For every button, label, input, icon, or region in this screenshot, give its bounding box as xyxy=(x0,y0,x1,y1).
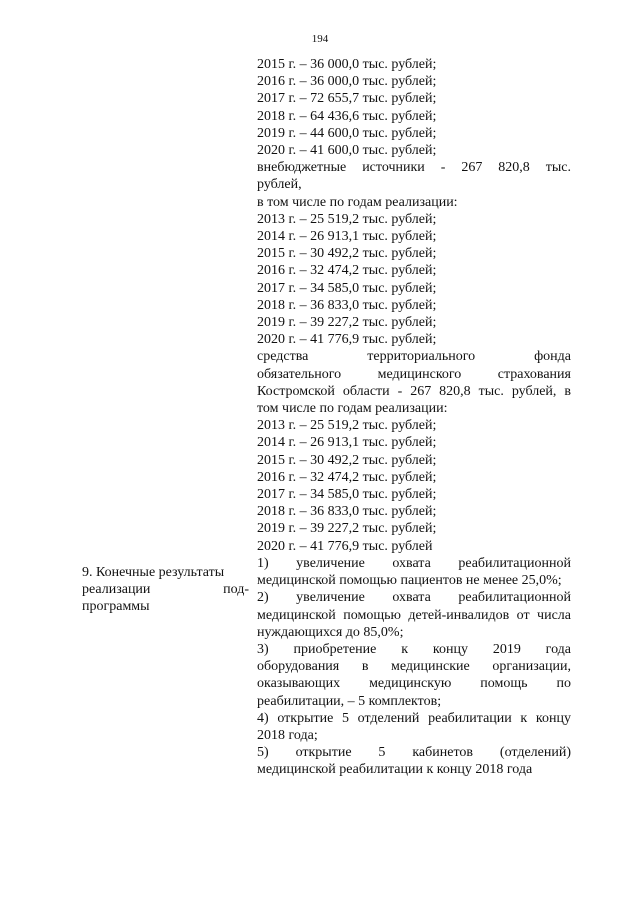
result-item-first-line: 2) увеличение охвата реабилитационной xyxy=(257,590,571,606)
results-label-line: реализации под- xyxy=(82,582,249,598)
result-item-first-line: 5) открытие 5 кабинетов (отделений) xyxy=(257,745,571,761)
funding-year-line: 2018 г. – 64 436,6 тыс. рублей; xyxy=(257,108,437,124)
regional-funding-years xyxy=(257,56,571,159)
result-item-text: медицинской помощью пациентов не менее 25,0%; xyxy=(257,573,562,589)
funding-year-line: 2020 г. – 41 600,0 тыс. рублей; xyxy=(257,143,437,159)
funding-year-line: 2019 г. – 44 600,0 тыс. рублей; xyxy=(257,125,437,141)
result-item-text: медицинской реабилитации к концу 2018 года xyxy=(257,762,533,778)
tfoms-heading: том числе по годам реализации: xyxy=(257,401,448,417)
extrabudget-funding xyxy=(257,159,571,348)
results-list xyxy=(257,555,571,779)
funding-year-line: 2013 г. – 25 519,2 тыс. рублей; xyxy=(257,418,437,434)
result-item xyxy=(257,589,571,641)
extrabudget-heading-cont: рублей, xyxy=(257,177,302,193)
extrabudget-subheading: в том числе по годам реализации: xyxy=(257,194,458,210)
results-label-line: программы xyxy=(82,599,150,615)
tfoms-heading: средства территориального фонда xyxy=(257,349,571,365)
result-item-first-line: 3) приобретение к концу 2019 года xyxy=(257,641,571,657)
funding-year-line: 2014 г. – 26 913,1 тыс. рублей; xyxy=(257,229,437,245)
result-item-text: медицинской помощью детей-инвалидов от числа нуждающихся до 85,0%; xyxy=(257,607,571,640)
funding-year-line: 2015 г. – 30 492,2 тыс. рублей; xyxy=(257,452,437,468)
result-item-text: 2018 года; xyxy=(257,727,318,743)
funding-year-line: 2016 г. – 32 474,2 тыс. рублей; xyxy=(257,263,437,279)
funding-year-line: 2016 г. – 36 000,0 тыс. рублей; xyxy=(257,74,437,90)
result-item xyxy=(257,641,571,710)
funding-year-line: 2020 г. – 41 776,9 тыс. рублей xyxy=(257,538,433,554)
tfoms-funding xyxy=(257,348,571,554)
results-label xyxy=(82,564,249,616)
funding-year-line: 2019 г. – 39 227,2 тыс. рублей; xyxy=(257,315,437,331)
funding-year-line: 2020 г. – 41 776,9 тыс. рублей; xyxy=(257,332,437,348)
funding-year-line: 2015 г. – 30 492,2 тыс. рублей; xyxy=(257,246,437,262)
funding-column xyxy=(257,56,571,779)
funding-year-line: 2018 г. – 36 833,0 тыс. рублей; xyxy=(257,504,437,520)
funding-year-line: 2017 г. – 34 585,0 тыс. рублей; xyxy=(257,487,437,503)
tfoms-heading: Костромской области - 267 820,8 тыс. рублей, в xyxy=(257,383,571,399)
tfoms-heading: обязательного медицинского страхования xyxy=(257,366,571,382)
funding-year-line: 2015 г. – 36 000,0 тыс. рублей; xyxy=(257,57,437,72)
result-item xyxy=(257,710,571,744)
page-number: 194 xyxy=(311,33,329,45)
result-item xyxy=(257,744,571,778)
extrabudget-heading: внебюджетные источники - 267 820,8 тыс. xyxy=(257,160,571,176)
funding-year-line: 2014 г. – 26 913,1 тыс. рублей; xyxy=(257,435,437,451)
funding-year-line: 2019 г. – 39 227,2 тыс. рублей; xyxy=(257,521,437,537)
results-label-line: 9. Конечные результаты xyxy=(82,565,225,580)
funding-year-line: 2013 г. – 25 519,2 тыс. рублей; xyxy=(257,211,437,227)
result-item-first-line: 1) увеличение охвата реабилитационной xyxy=(257,555,571,571)
result-item-text: оборудования в медицинские организации, оказывающих медицинскую помощь по реабилитации, – 5 комплектов; xyxy=(257,659,571,709)
funding-year-line: 2017 г. – 34 585,0 тыс. рублей; xyxy=(257,280,437,296)
funding-year-line: 2018 г. – 36 833,0 тыс. рублей; xyxy=(257,297,437,313)
result-item xyxy=(257,555,571,589)
funding-year-line: 2017 г. – 72 655,7 тыс. рублей; xyxy=(257,91,437,107)
result-item-first-line: 4) открытие 5 отделений реабилитации к концу xyxy=(257,710,571,726)
funding-year-line: 2016 г. – 32 474,2 тыс. рублей; xyxy=(257,469,437,485)
